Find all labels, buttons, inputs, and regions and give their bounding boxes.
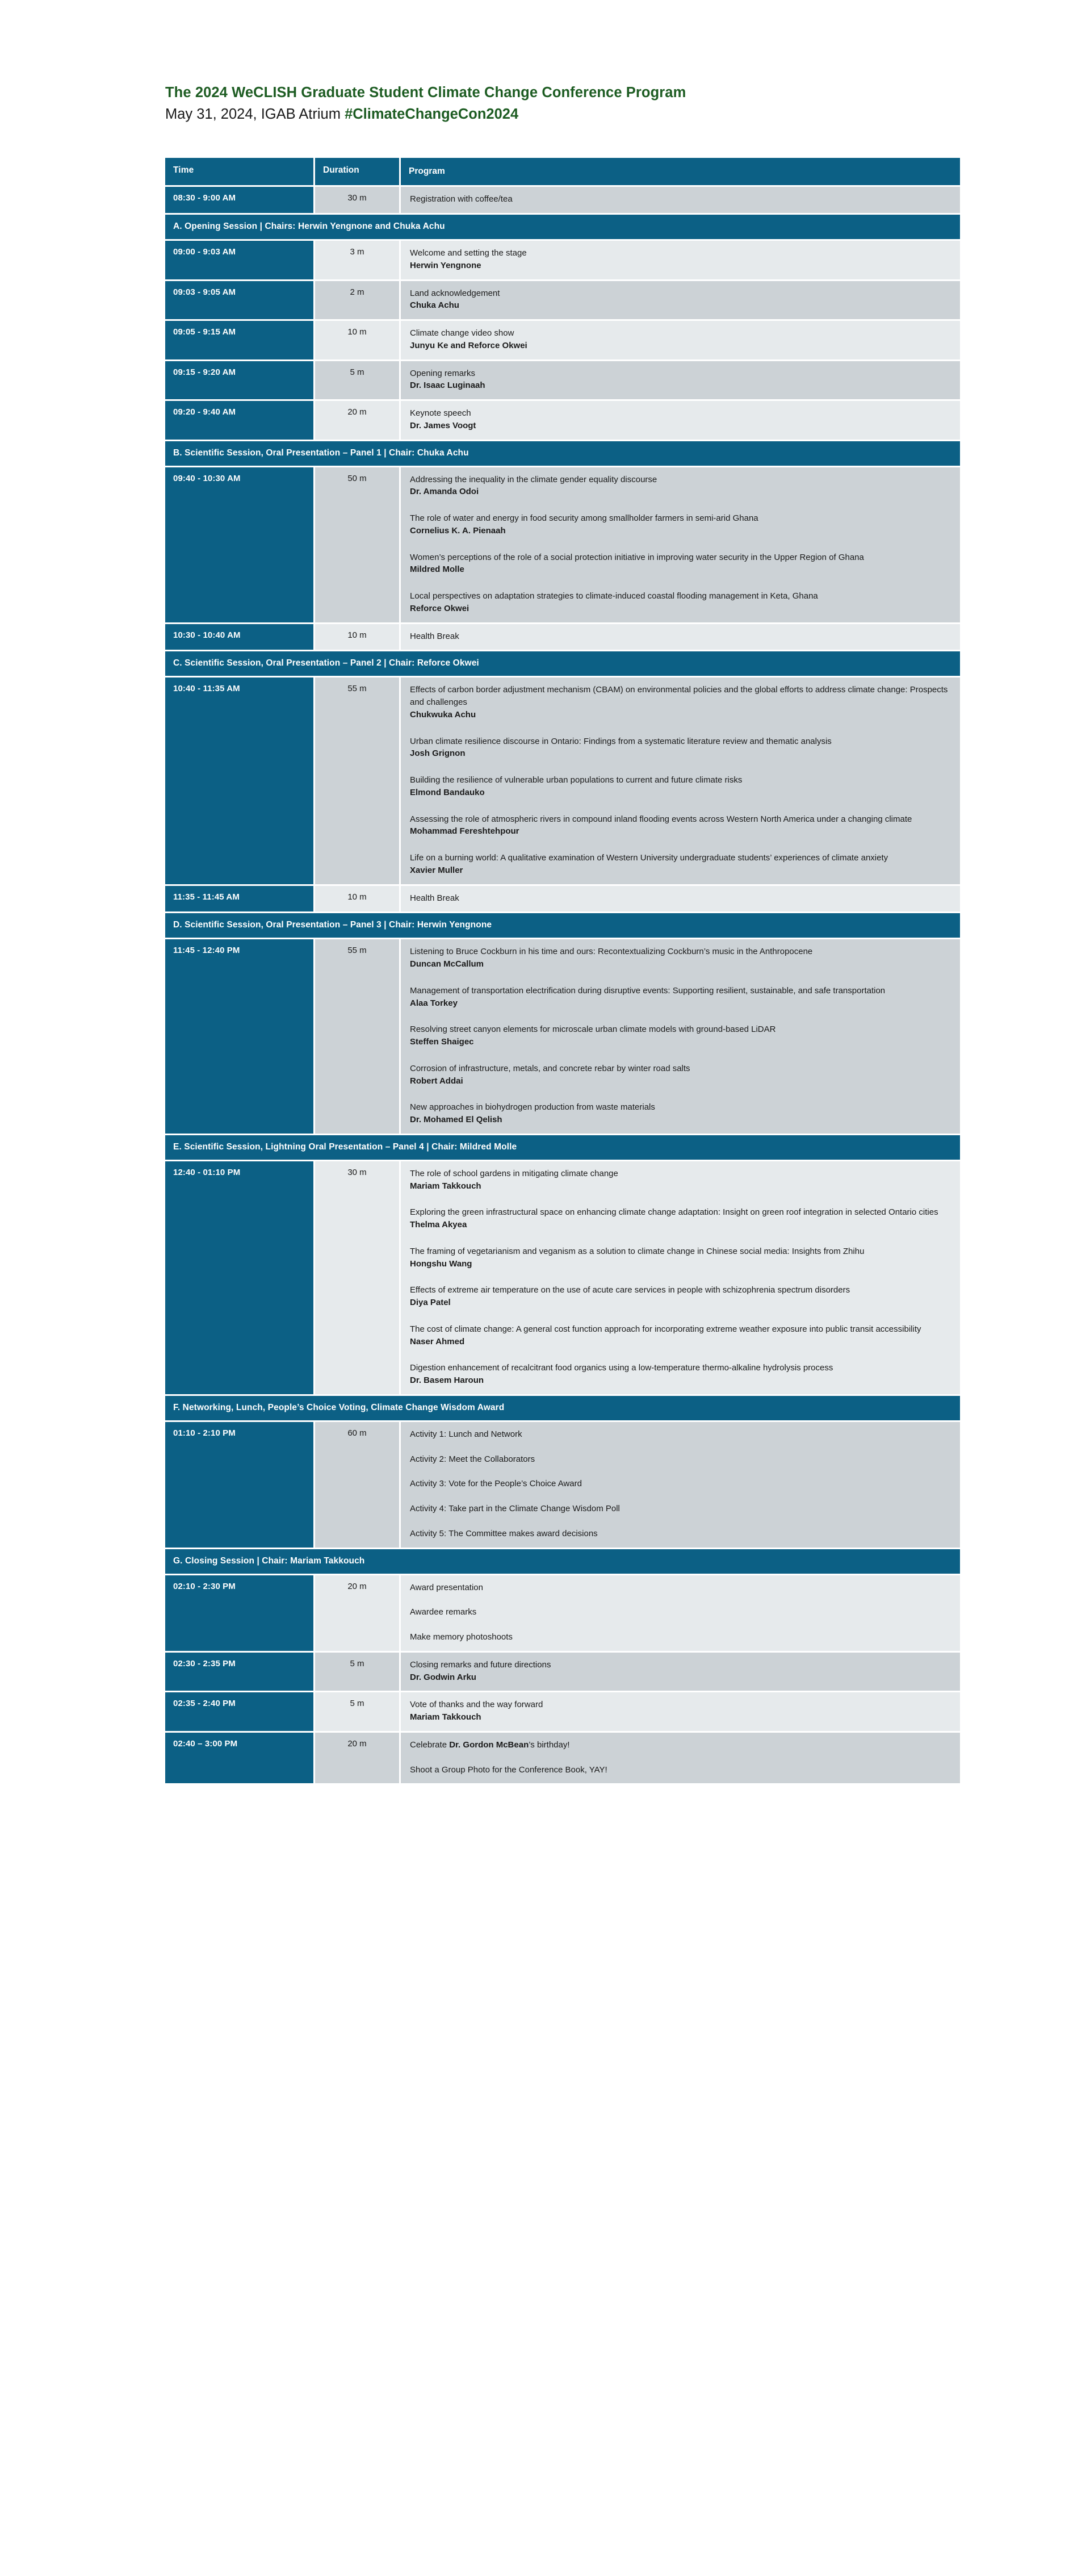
program-talk (410, 287, 951, 312)
talk-title-prefix: Celebrate (410, 1739, 450, 1750)
program-talk (410, 327, 951, 352)
table-row (165, 187, 960, 213)
row-duration: 30 m (315, 1161, 399, 1394)
talk-speaker: Dr. Amanda Odoi (410, 487, 479, 497)
row-program (401, 1575, 960, 1651)
row-duration: 5 m (315, 1653, 399, 1691)
session-section-banner: E. Scientific Session, Lightning Oral Presentation – Panel 4 | Chair: Mildred Molle (165, 1135, 960, 1160)
program-talk (410, 1245, 951, 1270)
table-row (165, 1653, 960, 1691)
talk-speaker: Junyu Ke and Reforce Okwei (410, 340, 527, 350)
program-talk (410, 946, 951, 971)
talk-speaker: Hongshu Wang (410, 1258, 472, 1269)
program-talk (410, 684, 951, 721)
talk-title: Effects of extreme air temperature on the use of acute care services in people with schizophrenia spectrum disorders (410, 1285, 850, 1295)
session-section-banner: A. Opening Session | Chairs: Herwin Yengnone and Chuka Achu (165, 215, 960, 239)
row-time: 09:05 - 9:15 AM (165, 321, 313, 359)
talk-title: Welcome and setting the stage (410, 248, 527, 258)
table-row (165, 401, 960, 440)
talk-speaker: Mildred Molle (410, 564, 464, 575)
row-time: 02:30 - 2:35 PM (165, 1653, 313, 1691)
program-talk (410, 1206, 951, 1231)
program-talk (410, 1101, 951, 1126)
talk-title: Activity 5: The Committee makes award decisions (410, 1528, 598, 1538)
table-row (165, 1161, 960, 1394)
row-duration: 20 m (315, 1575, 399, 1651)
row-time: 09:20 - 9:40 AM (165, 401, 313, 440)
row-time: 11:35 - 11:45 AM (165, 886, 313, 912)
row-duration: 55 m (315, 939, 399, 1134)
program-line (410, 1528, 951, 1540)
program-talk (410, 247, 951, 272)
program-talk (410, 1699, 951, 1724)
talk-title: New approaches in biohydrogen production from waste materials (410, 1102, 655, 1113)
talk-title: The role of water and energy in food security among smallholder farmers in semi-arid Ghana (410, 513, 758, 524)
program-talk (410, 852, 951, 877)
table-row (165, 1692, 960, 1731)
program-line (410, 1764, 951, 1776)
talk-speaker: Josh Grignon (410, 748, 466, 759)
talk-speaker: Chukwuka Achu (410, 709, 476, 720)
schedule-table (165, 158, 960, 1785)
row-time: 09:03 - 9:05 AM (165, 281, 313, 320)
talk-title: Keynote speech (410, 408, 471, 419)
program-line (410, 1631, 951, 1644)
row-time: 11:45 - 12:40 PM (165, 939, 313, 1134)
talk-title: Exploring the green infrastructural space on enhancing climate change adaptation: Insight on green roof integration in selected Ontario cities (410, 1207, 938, 1218)
talk-title: Resolving street canyon elements for microscale urban climate models with ground-based LiDAR (410, 1024, 776, 1035)
talk-speaker: Dr. James Voogt (410, 420, 476, 430)
table-row (165, 939, 960, 1134)
talk-speaker: Dr. Mohamed El Qelish (410, 1115, 502, 1125)
session-section-banner: C. Scientific Session, Oral Presentation – Panel 2 | Chair: Reforce Okwei (165, 651, 960, 676)
program-talk (410, 735, 951, 760)
talk-title: Climate change video show (410, 328, 514, 338)
row-duration: 20 m (315, 1733, 399, 1784)
page-header (165, 84, 960, 123)
program-talk (410, 813, 951, 838)
session-section-banner: F. Networking, Lunch, People’s Choice Voting, Climate Change Wisdom Award (165, 1396, 960, 1420)
row-duration: 5 m (315, 361, 399, 400)
table-row (165, 241, 960, 279)
table-row (165, 886, 960, 912)
talk-title: Local perspectives on adaptation strategies to climate-induced coastal flooding management in Keta, Ghana (410, 591, 818, 601)
talk-title: Listening to Bruce Cockburn in his time and ours: Recontextualizing Cockburn’s music in the Anthropocene (410, 947, 813, 957)
talk-title: Closing remarks and future directions (410, 1659, 551, 1670)
row-program (401, 624, 960, 650)
row-time: 09:15 - 9:20 AM (165, 361, 313, 400)
program-line (410, 1582, 951, 1594)
column-header-duration: Duration (315, 158, 399, 185)
table-row (165, 361, 960, 400)
program-talk (410, 985, 951, 1010)
talk-speaker: Herwin Yengnone (410, 260, 481, 270)
row-program (401, 678, 960, 884)
talk-title: Make memory photoshoots (410, 1632, 513, 1642)
row-duration: 50 m (315, 467, 399, 622)
talk-title: Urban climate resilience discourse in Ontario: Findings from a systematic literature review and thematic analysis (410, 736, 832, 746)
talk-speaker: Xavier Muller (410, 865, 463, 875)
talk-title: Awardee remarks (410, 1607, 477, 1617)
talk-title: Land acknowledgement (410, 288, 500, 298)
row-duration: 2 m (315, 281, 399, 320)
talk-speaker: Mohammad Fereshtehpour (410, 826, 519, 837)
program-talk (410, 1323, 951, 1348)
talk-title: Management of transportation electrification during disruptive events: Supporting resilient, sustainable, and safe transportation (410, 985, 886, 996)
table-row (165, 321, 960, 359)
talk-title: Corrosion of infrastructure, metals, and concrete rebar by winter road salts (410, 1063, 690, 1073)
talk-title: Women’s perceptions of the role of a social protection initiative in improving water security in the Upper Region of Ghana (410, 552, 864, 562)
page-subtitle (165, 106, 960, 123)
row-program (401, 1161, 960, 1394)
program-talk (410, 1168, 951, 1193)
program-talk (410, 1063, 951, 1088)
program-talk (410, 407, 951, 432)
table-header-row (165, 158, 960, 185)
table-row (165, 1733, 960, 1784)
row-duration: 60 m (315, 1422, 399, 1548)
table-row (165, 467, 960, 622)
talk-title: Addressing the inequality in the climate gender equality discourse (410, 474, 657, 484)
talk-speaker: Dr. Godwin Arku (410, 1672, 476, 1682)
row-program (401, 1733, 960, 1784)
talk-title: The role of school gardens in mitigating climate change (410, 1168, 618, 1178)
row-program (401, 1422, 960, 1548)
talk-title: Activity 4: Take part in the Climate Change Wisdom Poll (410, 1504, 620, 1514)
talk-speaker: Chuka Achu (410, 300, 459, 311)
talk-title: Health Break (410, 631, 459, 641)
row-duration: 30 m (315, 187, 399, 213)
talk-title: Registration with coffee/tea (410, 194, 513, 204)
talk-speaker: Diya Patel (410, 1298, 451, 1308)
row-time: 09:40 - 10:30 AM (165, 467, 313, 622)
subtitle-hashtag: #ClimateChangeCon2024 (345, 106, 519, 123)
program-talk (410, 1362, 951, 1387)
row-duration: 5 m (315, 1692, 399, 1731)
subtitle-date-venue: May 31, 2024, IGAB Atrium (165, 106, 345, 123)
program-talk (410, 367, 951, 392)
talk-title: Opening remarks (410, 368, 476, 378)
talk-speaker: Cornelius K. A. Pienaah (410, 525, 506, 536)
row-duration: 10 m (315, 321, 399, 359)
session-section-banner: D. Scientific Session, Oral Presentation – Panel 3 | Chair: Herwin Yengnone (165, 913, 960, 938)
program-line (410, 630, 951, 643)
talk-speaker: Naser Ahmed (410, 1336, 465, 1346)
program-line (410, 1739, 951, 1751)
talk-title: Digestion enhancement of recalcitrant food organics using a low-temperature thermo-alkaline hydrolysis process (410, 1363, 833, 1373)
row-duration: 3 m (315, 241, 399, 279)
talk-title: Assessing the role of atmospheric rivers in compound inland flooding events across Western North America under a changing climate (410, 814, 912, 824)
talk-speaker: Robert Addai (410, 1076, 463, 1086)
talk-title: Effects of carbon border adjustment mechanism (CBAM) on environmental policies and the global efforts to address climate change: Prospects and challenges (410, 685, 948, 708)
talk-speaker: Duncan McCallum (410, 959, 484, 969)
row-program (401, 241, 960, 279)
talk-title: Health Break (410, 893, 459, 903)
program-line (410, 193, 951, 206)
row-duration: 20 m (315, 401, 399, 440)
program-talk (410, 774, 951, 799)
row-time: 10:40 - 11:35 AM (165, 678, 313, 884)
program-line (410, 1503, 951, 1515)
program-line (410, 1606, 951, 1619)
column-header-time: Time (165, 158, 313, 185)
row-program (401, 467, 960, 622)
program-line (410, 1453, 951, 1466)
talk-title: Activity 3: Vote for the People’s Choice Award (410, 1479, 582, 1489)
row-time: 08:30 - 9:00 AM (165, 187, 313, 213)
talk-title: The cost of climate change: A general cost function approach for incorporating extreme weather exposure into public transit accessibility (410, 1324, 921, 1334)
row-time: 02:35 - 2:40 PM (165, 1692, 313, 1731)
program-line (410, 892, 951, 905)
program-talk (410, 1023, 951, 1048)
table-row (165, 624, 960, 650)
row-program (401, 1653, 960, 1691)
talk-title: Vote of thanks and the way forward (410, 1700, 543, 1710)
talk-speaker: Dr. Isaac Luginaah (410, 380, 485, 391)
program-talk (410, 1284, 951, 1309)
row-program (401, 1692, 960, 1731)
row-program (401, 321, 960, 359)
table-row (165, 678, 960, 884)
row-program (401, 939, 960, 1134)
talk-title: Activity 2: Meet the Collaborators (410, 1454, 535, 1464)
program-talk (410, 551, 951, 576)
row-time: 02:10 - 2:30 PM (165, 1575, 313, 1651)
row-program (401, 281, 960, 320)
program-talk (410, 1659, 951, 1684)
program-talk (410, 590, 951, 615)
table-row (165, 281, 960, 320)
schedule-rows (165, 187, 960, 1783)
talk-speaker: Reforce Okwei (410, 603, 469, 613)
row-time: 10:30 - 10:40 AM (165, 624, 313, 650)
program-talk (410, 512, 951, 537)
talk-title: Life on a burning world: A qualitative examination of Western University undergraduate students’ experiences of climate anxiety (410, 853, 888, 863)
program-line (410, 1428, 951, 1441)
talk-title: Building the resilience of vulnerable urban populations to current and future climate risks (410, 775, 743, 785)
talk-title: Activity 1: Lunch and Network (410, 1429, 522, 1439)
talk-title: The framing of vegetarianism and veganism as a solution to climate change in Chinese social media: Insights from Zhihu (410, 1246, 865, 1256)
session-section-banner: B. Scientific Session, Oral Presentation – Panel 1 | Chair: Chuka Achu (165, 441, 960, 466)
talk-speaker: Mariam Takkouch (410, 1181, 481, 1191)
program-line (410, 1478, 951, 1490)
talk-speaker: Elmond Bandauko (410, 787, 485, 797)
talk-speaker: Dr. Basem Haroun (410, 1375, 484, 1386)
table-row (165, 1422, 960, 1548)
talk-title-suffix: ’s birthday! (529, 1739, 570, 1750)
row-program (401, 401, 960, 440)
row-time: 01:10 - 2:10 PM (165, 1422, 313, 1548)
row-duration: 55 m (315, 678, 399, 884)
talk-speaker: Alaa Torkey (410, 998, 458, 1008)
row-time: 02:40 – 3:00 PM (165, 1733, 313, 1784)
talk-title: Award presentation (410, 1582, 483, 1592)
row-program (401, 886, 960, 912)
session-section-banner: G. Closing Session | Chair: Mariam Takkouch (165, 1549, 960, 1574)
talk-speaker: Mariam Takkouch (410, 1712, 481, 1722)
row-duration: 10 m (315, 624, 399, 650)
table-row (165, 1575, 960, 1651)
row-time: 09:00 - 9:03 AM (165, 241, 313, 279)
talk-speaker: Steffen Shaigec (410, 1037, 474, 1047)
page-title: The 2024 WeCLISH Graduate Student Climate Change Conference Program (165, 85, 686, 101)
column-header-program: Program (401, 158, 960, 185)
talk-speaker: Thelma Akyea (410, 1220, 467, 1230)
program-talk (410, 474, 951, 499)
row-program (401, 187, 960, 213)
row-time: 12:40 - 01:10 PM (165, 1161, 313, 1394)
talk-title: Shoot a Group Photo for the Conference Book, YAY! (410, 1764, 607, 1775)
row-duration: 10 m (315, 886, 399, 912)
talk-title-highlight-name: Dr. Gordon McBean (449, 1739, 529, 1750)
row-program (401, 361, 960, 400)
talk-title (410, 1739, 951, 1751)
